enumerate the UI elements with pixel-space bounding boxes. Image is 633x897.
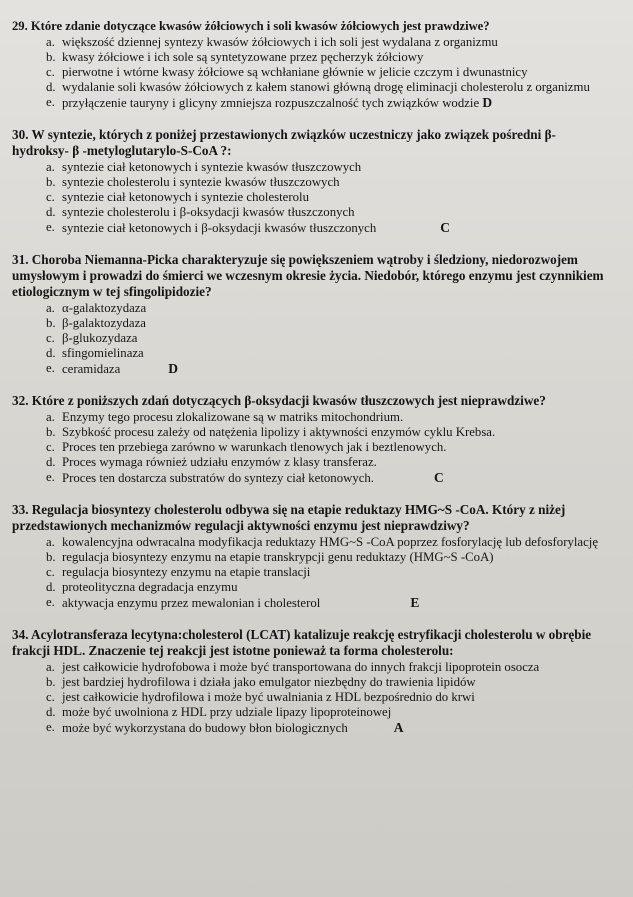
option-e [46, 361, 611, 377]
option-text-content: aktywacja enzymu przez mewalonian i cholesterol [62, 596, 321, 610]
option-a [46, 301, 611, 316]
option-e [46, 470, 611, 486]
option-a [46, 535, 611, 550]
question-stem: 31. Choroba Niemanna-Picka charakteryzuje się powiększeniem wątroby i śledziony, niedorozwojem umysłowym i prowadzi do śmierci we wczesnym okresie życia. Niedobór, którego enzymu jest czynnikiem etiologicznym w tej sfingolipidozie? [12, 252, 604, 299]
option-a [46, 160, 611, 175]
question-stem: 34. Acylotransferaza lecytyna:cholesterol (LCAT) katalizuje reakcję estryfikacji cholesterolu w obrębie frakcji HDL. Znaczenie tej reakcji jest istotne ponieważ ta forma cholesterolu: [12, 627, 592, 658]
option-letter: b. [46, 675, 56, 689]
option-c [46, 331, 611, 346]
option-text-content: ceramidaza [62, 362, 121, 376]
option-c [46, 690, 611, 705]
options-list [12, 660, 611, 736]
option-letter: e. [46, 220, 55, 234]
option-b [46, 425, 611, 440]
option-text: jest bardziej hydrofilowa i działa jako emulgator niezbędny do trawienia lipidów [62, 675, 476, 689]
option-letter: d. [46, 580, 56, 594]
option-b [46, 550, 611, 565]
options-list [12, 535, 611, 611]
option-a [46, 35, 611, 50]
option-text [62, 595, 611, 611]
option-text-content: przyłączenie tauryny i glicyny zmniejsza rozpuszczalność tych związków wodzie [62, 96, 480, 110]
options-list [12, 160, 611, 236]
option-e [46, 220, 611, 236]
option-text [62, 95, 611, 111]
option-text: Proces ten przebiega zarówno w warunkach tlenowych jak i beztlenowych. [62, 440, 447, 454]
option-letter: d. [46, 205, 56, 219]
option-text: sfingomielinaza [62, 346, 144, 360]
option-text: może być uwolniona z HDL przy udziale lipazy lipoproteinowej [62, 705, 392, 719]
option-c [46, 565, 611, 580]
question-31 [12, 252, 611, 377]
option-letter: e. [46, 720, 55, 734]
answer-mark: D [168, 361, 178, 376]
option-letter: e. [46, 95, 55, 109]
option-a [46, 410, 611, 425]
option-text: pierwotne i wtórne kwasy żółciowe są wchłaniane głównie w jelicie czczym i dwunastnicy [62, 65, 528, 79]
option-letter: e. [46, 470, 55, 484]
option-letter: b. [46, 175, 56, 189]
option-c [46, 65, 611, 80]
option-text: β-glukozydaza [62, 331, 138, 345]
option-letter: a. [46, 535, 55, 549]
option-b [46, 175, 611, 190]
option-letter: b. [46, 50, 56, 64]
option-e [46, 595, 611, 611]
option-text-content: Proces ten dostarcza substratów do syntezy ciał ketonowych. [62, 471, 375, 485]
option-text: większość dziennej syntezy kwasów żółciowych i ich soli jest wydalana z organizmu [62, 35, 498, 49]
option-d [46, 346, 611, 361]
option-text: jest całkowicie hydrofilowa i może być uwalniania z HDL bezpośrednio do krwi [62, 690, 475, 704]
option-text: wydalanie soli kwasów żółciowych z kałem stanowi główną drogę eliminacji cholesterolu z organizmu [62, 80, 590, 94]
option-letter: c. [46, 65, 55, 79]
option-letter: d. [46, 346, 56, 360]
option-letter: d. [46, 705, 56, 719]
option-text: β-galaktozydaza [62, 316, 146, 330]
option-b [46, 675, 611, 690]
option-text: syntezie cholesterolu i syntezie kwasów tłuszczowych [62, 175, 340, 189]
option-letter: e. [46, 595, 55, 609]
option-text-content: może być wykorzystana do budowy błon biologicznych [62, 721, 348, 735]
option-letter: b. [46, 550, 56, 564]
options-list [12, 410, 611, 486]
option-text: syntezie cholesterolu i β-oksydacji kwasów tłuszczonych [62, 205, 355, 219]
question-32 [12, 393, 611, 486]
option-letter: d. [46, 455, 56, 469]
question-29 [12, 18, 611, 111]
option-letter: c. [46, 190, 55, 204]
option-letter: e. [46, 361, 55, 375]
option-d [46, 705, 611, 720]
option-d [46, 580, 611, 595]
option-text: jest całkowicie hydrofobowa i może być transportowana do innych frakcji lipoprotein osocza [62, 660, 540, 674]
option-text: syntezie ciał ketonowych i syntezie cholesterolu [62, 190, 309, 204]
option-letter: a. [46, 660, 55, 674]
question-stem: 29. Które zdanie dotyczące kwasów żółciowych i soli kwasów żółciowych jest prawdziwe? [12, 19, 490, 33]
option-letter: c. [46, 690, 55, 704]
options-list [12, 301, 611, 377]
option-text: Proces wymaga również udziału enzymów z klasy transferaz. [62, 455, 377, 469]
answer-mark: E [410, 595, 420, 610]
option-c [46, 440, 611, 455]
option-letter: a. [46, 35, 55, 49]
option-text: syntezie ciał ketonowych i syntezie kwasów tłuszczowych [62, 160, 362, 174]
option-letter: a. [46, 410, 55, 424]
option-letter: a. [46, 160, 55, 174]
option-text [62, 361, 611, 377]
answer-mark: C [434, 470, 444, 485]
option-text: kowalencyjna odwracalna modyfikacja reduktazy HMG~S -CoA poprzez fosforylację lub defosforylację [62, 535, 599, 549]
option-d [46, 455, 611, 470]
option-letter: b. [46, 425, 56, 439]
option-text: kwasy żółciowe i ich sole są syntetyzowane przez pęcherzyk żółciowy [62, 50, 424, 64]
question-30 [12, 127, 611, 236]
option-letter: b. [46, 316, 56, 330]
option-b [46, 316, 611, 331]
option-text [62, 720, 611, 736]
answer-mark: D [482, 95, 493, 110]
option-e [46, 720, 611, 736]
option-text: regulacja biosyntezy enzymu na etapie translacji [62, 565, 311, 579]
options-list [12, 35, 611, 111]
option-text [62, 220, 611, 236]
answer-mark: A [393, 720, 404, 735]
option-letter: c. [46, 331, 55, 345]
question-stem: 33. Regulacja biosyntezy cholesterolu odbywa się na etapie reduktazy HMG~S -CoA. Który z niżej przedstawionych mechanizmów regulacji aktywności enzymu jest nieprawdziwy? [12, 502, 566, 533]
option-letter: a. [46, 301, 55, 315]
question-stem: 30. W syntezie, których z poniżej przestawionych związków uczestniczy jako związek pośredni β-hydroksy- β -metyloglutarylo-S-CoA ?: [12, 127, 556, 158]
answer-mark: C [440, 220, 451, 235]
option-b [46, 50, 611, 65]
option-text: proteolityczna degradacja enzymu [62, 580, 238, 594]
option-text: α-galaktozydaza [62, 301, 147, 315]
option-text [62, 470, 611, 486]
question-33 [12, 502, 611, 611]
question-stem: 32. Które z poniższych zdań dotyczących β-oksydacji kwasów tłuszczowych jest nieprawdziwe? [12, 393, 546, 408]
question-34 [12, 627, 611, 736]
option-d [46, 80, 611, 95]
option-c [46, 190, 611, 205]
option-text: Szybkość procesu zależy od natężenia lipolizy i aktywności enzymów cyklu Krebsa. [62, 425, 496, 439]
option-text-content: syntezie ciał ketonowych i β-oksydacji kwasów tłuszczonych [62, 221, 377, 235]
option-letter: c. [46, 565, 55, 579]
option-d [46, 205, 611, 220]
option-text: Enzymy tego procesu zlokalizowane są w matriks mitochondrium. [62, 410, 404, 424]
option-a [46, 660, 611, 675]
option-text: regulacja biosyntezy enzymu na etapie transkrypcji genu reduktazy (HMG~S -CoA) [62, 550, 494, 564]
option-e [46, 95, 611, 111]
option-letter: d. [46, 80, 56, 94]
option-letter: c. [46, 440, 55, 454]
